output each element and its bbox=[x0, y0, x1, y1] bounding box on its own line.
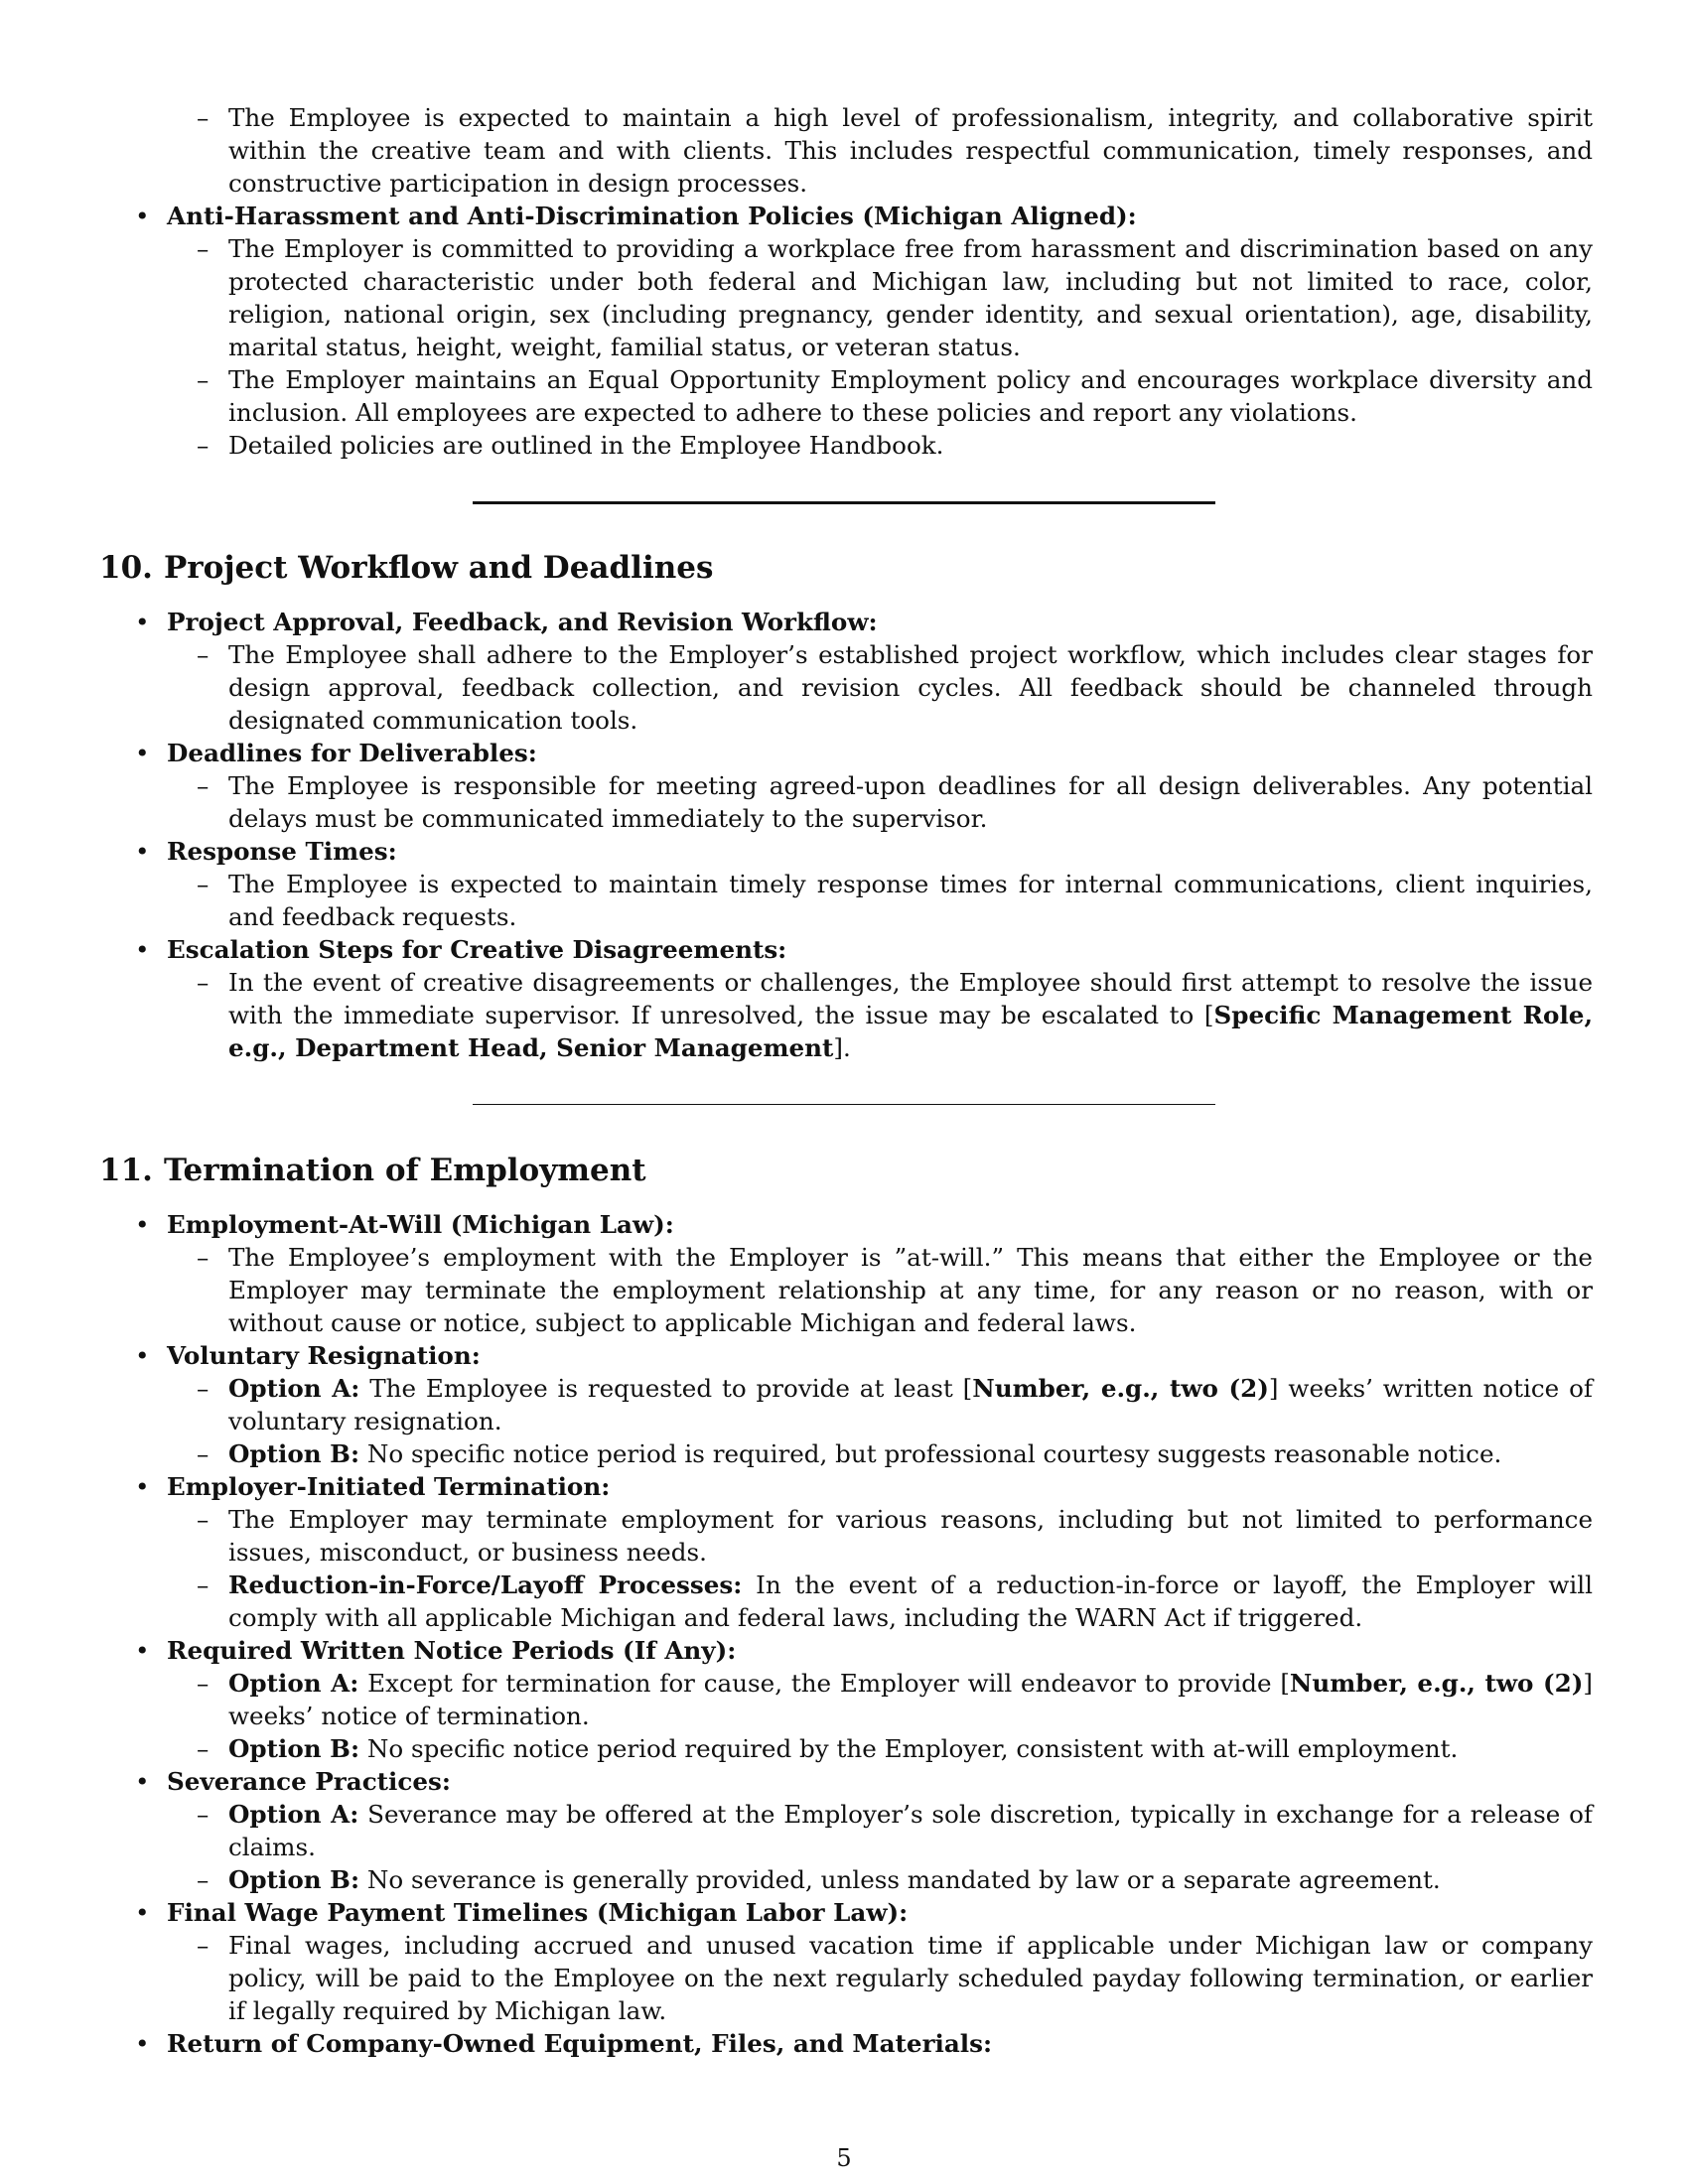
list-item bbox=[99, 1241, 1593, 1339]
dash-icon: – bbox=[197, 968, 210, 997]
list-item bbox=[99, 966, 1593, 1064]
item-text: No specific notice period is required, but professional courtesy suggests reasonable notice. bbox=[366, 1439, 1502, 1468]
section-divider bbox=[473, 1104, 1215, 1105]
list-item bbox=[99, 1929, 1593, 2027]
item-text: In the event of a reduction-in-force or layoff, the Employer will comply with all applicable Michigan and federal laws, including the WARN Act if triggered. bbox=[228, 1570, 1593, 1632]
list-item bbox=[99, 1798, 1593, 1863]
bullet-item bbox=[99, 737, 1593, 769]
option-label: Option A: bbox=[228, 1374, 360, 1403]
bullet-label: Employment-At-Will (Michigan Law): bbox=[167, 1210, 674, 1239]
item-text: ] weeks’ written notice of voluntary resignation. bbox=[228, 1374, 1593, 1435]
bullet-icon: • bbox=[135, 1767, 150, 1796]
placeholder-text: Specific Management Role, e.g., Department Head, Senior Management bbox=[228, 1001, 1594, 1062]
item-text: In the event of creative disagreements or challenges, the Employee should first attempt to resolve the issue with the immediate supervisor. If unresolved, the issue may be escalated to [ bbox=[228, 968, 1593, 1029]
placeholder-text: Number, e.g., two (2) bbox=[972, 1374, 1269, 1403]
dash-icon: – bbox=[197, 103, 210, 132]
list-item bbox=[99, 363, 1593, 429]
dash-icon: – bbox=[197, 1669, 210, 1698]
bullet-item bbox=[99, 1896, 1593, 1929]
section9-continuation bbox=[99, 101, 1593, 462]
dash-icon: – bbox=[197, 1865, 210, 1894]
item-text: The Employer may terminate employment for various reasons, including but not limited to performance issues, misconduct, or business needs. bbox=[228, 1505, 1593, 1567]
bullet-label: Response Times: bbox=[167, 837, 397, 866]
bullet-icon: • bbox=[135, 1341, 150, 1370]
bullet-label: Escalation Steps for Creative Disagreements: bbox=[167, 935, 787, 964]
item-text: The Employer maintains an Equal Opportunity Employment policy and encourages workplace diversity and inclusion. All employees are expected to adhere to these policies and report any violations. bbox=[228, 365, 1593, 427]
bullet-icon: • bbox=[135, 1898, 150, 1927]
section-heading: 10. Project Workflow and Deadlines bbox=[99, 550, 714, 586]
option-label: Option A: bbox=[228, 1669, 359, 1698]
option-label: Option B: bbox=[228, 1734, 360, 1763]
bullet-item bbox=[99, 606, 1593, 638]
item-text: The Employee’s employment with the Employer is ”at-will.” This means that either the Employee or the Employer may terminate the employment relationship at any time, for any reason or no reason, with or without cause or notice, subject to applicable Michigan and federal laws. bbox=[228, 1243, 1593, 1337]
item-text: ]. bbox=[833, 1033, 851, 1062]
item-text: The Employee is responsible for meeting agreed-upon deadlines for all design deliverables. Any potential delays must be communicated immediately to the supervisor. bbox=[228, 771, 1593, 833]
item-text: Final wages, including accrued and unused vacation time if applicable under Michigan law or company policy, will be paid to the Employee on the next regularly scheduled payday following termination, or earlier if legally required by Michigan law. bbox=[228, 1931, 1593, 2025]
bullet-icon: • bbox=[135, 2029, 150, 2058]
list-item bbox=[99, 429, 1593, 462]
dash-icon: – bbox=[197, 1439, 210, 1468]
bullet-icon: • bbox=[135, 1636, 150, 1665]
list-item bbox=[99, 1732, 1593, 1765]
bullet-icon: • bbox=[135, 1472, 150, 1501]
dash-icon: – bbox=[197, 365, 210, 394]
list-item bbox=[99, 638, 1593, 737]
bullet-label: Severance Practices: bbox=[167, 1767, 451, 1796]
option-label: Option A: bbox=[228, 1800, 359, 1829]
bullet-item bbox=[99, 200, 1593, 232]
dash-icon: – bbox=[197, 234, 210, 263]
list-item bbox=[99, 1503, 1593, 1569]
section10-body bbox=[99, 606, 1593, 1064]
bullet-icon: • bbox=[135, 935, 150, 964]
bullet-item bbox=[99, 1208, 1593, 1241]
dash-icon: – bbox=[197, 640, 210, 669]
bullet-label: Final Wage Payment Timelines (Michigan Labor Law): bbox=[167, 1898, 909, 1927]
bullet-label: Project Approval, Feedback, and Revision Workflow: bbox=[167, 608, 878, 636]
list-item bbox=[99, 1437, 1593, 1470]
list-item bbox=[99, 868, 1593, 933]
list-item bbox=[99, 1372, 1593, 1437]
list-item bbox=[99, 1863, 1593, 1896]
dash-icon: – bbox=[197, 1931, 210, 1960]
section-heading: 11. Termination of Employment bbox=[99, 1153, 646, 1188]
item-text: The Employer is committed to providing a workplace free from harassment and discrimination based on any protected characteristic under both federal and Michigan law, including but not limited to race, color, religion, national origin, sex (including pregnancy, gender identity, and sexual orientation), age, disability, marital status, height, weight, familial status, or veteran status. bbox=[228, 234, 1593, 361]
section-divider bbox=[473, 501, 1215, 504]
item-text: Except for termination for cause, the Employer will endeavor to provide [ bbox=[367, 1669, 1290, 1698]
item-text: The Employee is expected to maintain a high level of professionalism, integrity, and collaborative spirit within the creative team and with clients. This includes respectful communication, timely responses, and constructive participation in design processes. bbox=[228, 103, 1593, 198]
item-text: No specific notice period required by the Employer, consistent with at-will employment. bbox=[366, 1734, 1459, 1763]
bullet-label: Anti-Harassment and Anti-Discrimination Policies (Michigan Aligned): bbox=[167, 202, 1137, 230]
list-item bbox=[99, 1569, 1593, 1634]
list-item bbox=[99, 769, 1593, 835]
option-label: Option B: bbox=[228, 1439, 360, 1468]
bullet-label: Required Written Notice Periods (If Any): bbox=[167, 1636, 737, 1665]
bullet-icon: • bbox=[135, 837, 150, 866]
bullet-item bbox=[99, 2027, 1593, 2060]
list-item bbox=[99, 232, 1593, 363]
bullet-label: Deadlines for Deliverables: bbox=[167, 739, 537, 767]
dash-icon: – bbox=[197, 1374, 210, 1403]
item-text: Detailed policies are outlined in the Employee Handbook. bbox=[228, 431, 944, 460]
option-label: Option B: bbox=[228, 1865, 360, 1894]
option-label: Reduction-in-Force/Layoff Processes: bbox=[228, 1570, 743, 1599]
list-item bbox=[99, 101, 1593, 200]
dash-icon: – bbox=[197, 771, 210, 800]
bullet-icon: • bbox=[135, 608, 150, 636]
bullet-item bbox=[99, 835, 1593, 868]
bullet-item bbox=[99, 1634, 1593, 1667]
bullet-label: Employer-Initiated Termination: bbox=[167, 1472, 611, 1501]
bullet-item bbox=[99, 933, 1593, 966]
placeholder-text: Number, e.g., two (2) bbox=[1289, 1669, 1584, 1698]
dash-icon: – bbox=[197, 870, 210, 898]
dash-icon: – bbox=[197, 431, 210, 460]
page-number: 5 bbox=[836, 2144, 852, 2172]
bullet-item bbox=[99, 1339, 1593, 1372]
dash-icon: – bbox=[197, 1570, 210, 1599]
bullet-item bbox=[99, 1470, 1593, 1503]
item-text: No severance is generally provided, unless mandated by law or a separate agreement. bbox=[366, 1865, 1441, 1894]
item-text: Severance may be offered at the Employer’s sole discretion, typically in exchange for a release of claims. bbox=[228, 1800, 1593, 1861]
dash-icon: – bbox=[197, 1734, 210, 1763]
bullet-icon: • bbox=[135, 202, 150, 230]
list-item bbox=[99, 1667, 1593, 1732]
section11-body bbox=[99, 1208, 1593, 2060]
item-text: ] weeks’ notice of termination. bbox=[228, 1669, 1593, 1730]
item-text: The Employee shall adhere to the Employer’s established project workflow, which includes clear stages for design approval, feedback collection, and revision cycles. All feedback should be channeled through designated communication tools. bbox=[228, 640, 1593, 735]
item-text: The Employee is requested to provide at least [ bbox=[369, 1374, 973, 1403]
bullet-icon: • bbox=[135, 1210, 150, 1239]
dash-icon: – bbox=[197, 1243, 210, 1272]
item-text: The Employee is expected to maintain timely response times for internal communications, client inquiries, and feedback requests. bbox=[228, 870, 1593, 931]
dash-icon: – bbox=[197, 1505, 210, 1534]
bullet-label: Return of Company-Owned Equipment, Files, and Materials: bbox=[167, 2029, 993, 2058]
bullet-label: Voluntary Resignation: bbox=[167, 1341, 481, 1370]
bullet-icon: • bbox=[135, 739, 150, 767]
dash-icon: – bbox=[197, 1800, 210, 1829]
bullet-item bbox=[99, 1765, 1593, 1798]
